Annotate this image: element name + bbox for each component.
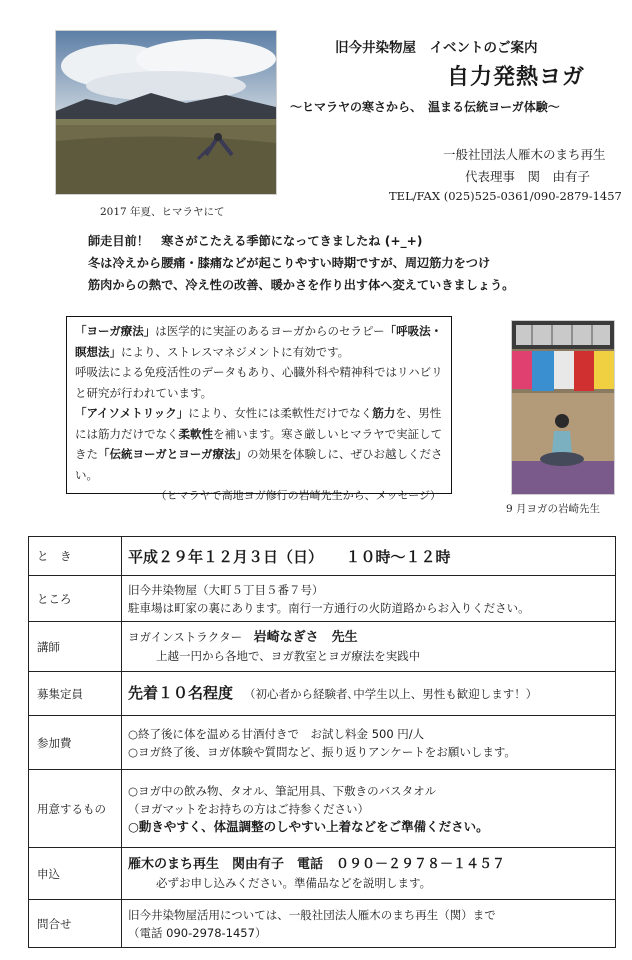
term-yoga-therapy: 「ヨーガ療法」 <box>75 324 156 338</box>
instructor-title: ヨガインストラクター <box>128 630 254 644</box>
row-label-date: と き <box>29 537 122 576</box>
term-strength: 筋力 <box>372 406 396 420</box>
instructor-name: 岩崎なぎさ 先生 <box>253 630 358 645</box>
fee-note: ○ヨガ終了後、ヨガ体験や質問など、振り返りアンケートをお願いします。 <box>128 744 516 759</box>
box-text: を、男性には筋力だけでなく <box>75 406 442 441</box>
representative-name: 代表理事 関 由有子 <box>465 169 591 184</box>
row-label-bring: 用意するもの <box>29 770 122 848</box>
box-text: の効果を体験しに、ぜひお越しください。 <box>75 447 443 482</box>
row-label-instructor: 講師 <box>29 622 122 672</box>
table-row <box>29 622 616 672</box>
box-text: により、ストレスマネジメントに有効です。 <box>121 344 350 359</box>
bring-item: ○ヨガ中の飲み物、タオル、筆記用具、下敷きのバスタオル <box>128 783 437 798</box>
yoga-therapy-message-box <box>66 316 452 502</box>
row-label-fee: 参加費 <box>29 716 122 770</box>
inquiry-line: 旧今井染物屋活用については、一般社団法人雁木のまち再生（関）まで <box>128 907 496 922</box>
table-row <box>29 537 616 576</box>
row-label-capacity: 募集定員 <box>29 672 122 716</box>
tel-fax: TEL/FAX (025)525-0361/090-2879-1457 <box>389 189 622 203</box>
table-row <box>29 716 616 770</box>
event-datetime: 平成２９年１２月３日（日） １０時～１２時 <box>128 547 451 566</box>
apply-note: 必ずお申し込みください。準備品などを説明します。 <box>156 875 432 890</box>
photo2-caption: 9 月ヨガの岩崎先生 <box>506 503 601 515</box>
box-text: は医学的に実証のあるヨーガからのセラピー <box>155 324 385 338</box>
venue-name: 旧今井染物屋（大町５丁目５番７号） <box>128 582 324 597</box>
intro-line: 筋肉からの熱で、冷え性の改善、暖かさを作り出す体へ変えていきましょう。 <box>88 278 515 292</box>
apply-contact: 雁木のまち再生 関由有子 電話 ０９０－２９７８－１４５７ <box>128 856 506 872</box>
bring-note: （ヨガマットをお持ちの方はご持参ください） <box>128 801 370 816</box>
photo1-caption: 2017 年夏、ヒマラヤにて <box>100 206 225 218</box>
event-info-table <box>28 536 616 948</box>
table-row <box>29 848 616 900</box>
intro-line: 冬は冷えから腰痛・膝痛などが起こりやすい時期ですが、周辺筋力をつけ <box>88 256 491 270</box>
box-text: により、女性には柔軟性だけでなく <box>188 406 373 420</box>
row-label-apply: 申込 <box>29 848 122 900</box>
page-subtitle: ～ヒマラヤの寒さから、 温まる伝統ヨーガ体験～ <box>290 100 560 114</box>
table-row <box>29 770 616 848</box>
row-label-inquiry: 問合せ <box>29 900 122 948</box>
org-name: 一般社団法人雁木のまち再生 <box>443 147 606 162</box>
himalaya-photo <box>55 30 277 195</box>
teacher-photo <box>511 320 615 495</box>
event-notice-line: 旧今井染物屋 イベントのご案内 <box>335 40 538 56</box>
term-traditional-yoga: 「伝統ヨーガとヨーガ療法」 <box>98 447 248 461</box>
term-breathing-meditation: 「呼吸法・瞑想法」 <box>75 324 443 359</box>
parking-note: 駐車場は町家の裏にあります。南行一方通行の火防道路からお入りください。 <box>128 600 530 615</box>
box-text: 呼吸法による免疫活性のデータもあり、心臓外科や精神科ではリハビリと研究が行われています。 <box>75 365 443 400</box>
table-row <box>29 900 616 948</box>
capacity-note: （初心者から経験者､中学生以上、男性も歓迎します！） <box>243 687 538 701</box>
inquiry-phone: （電話 090-2978-1457） <box>128 925 267 940</box>
intro-text <box>88 230 514 296</box>
term-flexibility: 柔軟性 <box>178 426 213 441</box>
term-isometric: 「アイソメトリック」 <box>75 406 189 420</box>
page-title: 自力発熱ヨガ <box>447 65 586 90</box>
capacity-value: 先着１０名程度 <box>128 684 234 702</box>
table-row <box>29 576 616 622</box>
instructor-note: 上越一円から各地で、ヨガ教室とヨガ療法を実践中 <box>156 649 421 663</box>
row-label-place: ところ <box>29 576 122 622</box>
box-text: を補います。寒さ厳しいヒマラヤで実証してきた <box>75 426 443 461</box>
intro-line: 師走目前！ 寒さがこたえる季節になってきましたね (+_+) <box>88 234 423 248</box>
box-note: （ヒマラヤで高地ヨガ修行の岩崎先生から、メッセージ） <box>155 489 441 502</box>
bring-item-clothing: ○動きやすく、体温調整のしやすい上着などをご準備ください。 <box>128 818 489 834</box>
table-row <box>29 672 616 716</box>
fee-line: ○終了後に体を温める甘酒付きで お試し料金 500 円/人 <box>128 726 425 741</box>
